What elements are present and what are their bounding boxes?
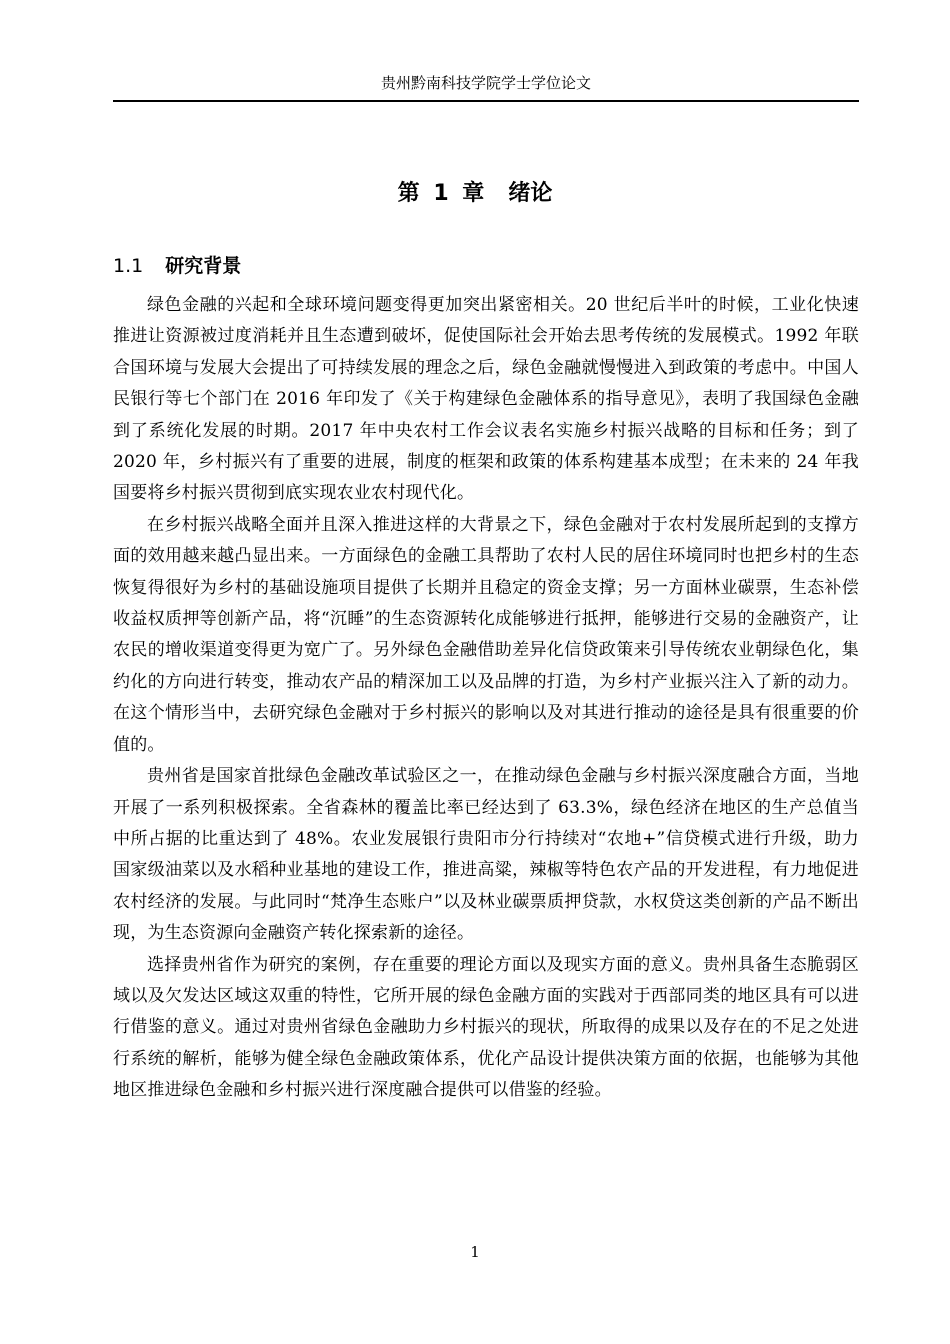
section-heading xyxy=(113,252,241,280)
section-title: 研究背景 xyxy=(165,255,242,277)
paragraph: 贵州省是国家首批绿色金融改革试验区之一，在推动绿色金融与乡村振兴深度融合方面，当地开展了一系列积极探索。全省森林的覆盖比率已经达到了 63.3%，绿色经济在地区的生产总值当中所占据的比重达到了 48%。农业发展银行贵阳市分行持续对“农地+”信贷模式进行升级，助力国家级油菜以及水稻种业基地的建设工作，推进高粱，辣椒等特色农产品的开发进程，有力地促进农村经济的发展。与此同时“梵净生态账户”以及林业碳票质押贷款，水权贷这类创新的产品不断出现，为生态资源向金融资产转化探索新的途径。 xyxy=(113,766,859,944)
running-header xyxy=(113,70,859,102)
chapter-name: 绪论 xyxy=(508,181,553,206)
paragraph: 选择贵州省作为研究的案例，存在重要的理论方面以及现实方面的意义。贵州具备生态脆弱区域以及欠发达区域这双重的特性，它所开展的绿色金融方面的实践对于西部同类的地区具有可以进行借鉴的意义。通过对贵州省绿色金融助力乡村振兴的现状，所取得的成果以及存在的不足之处进行系统的解析，能够为健全绿色金融政策体系，优化产品设计提供决策方面的依据，也能够为其他地区推进绿色金融和乡村振兴进行深度融合提供可以借鉴的经验。 xyxy=(113,954,859,1101)
page-number: 1 xyxy=(470,1243,480,1261)
paragraph: 在乡村振兴战略全面并且深入推进这样的大背景之下，绿色金融对于农村发展所起到的支撑方面的效用越来越凸显出来。一方面绿色的金融工具帮助了农村人民的居住环境同时也把乡村的生态恢复得很好为乡村的基础设施项目提供了长期并且稳定的资金支撑；另一方面林业碳票，生态补偿收益权质押等创新产品，将“沉睡”的生态资源转化成能够进行抵押，能够进行交易的金融资产，让农民的增收渠道变得更为宽广了。另外绿色金融借助差异化信贷政策来引导传统农业朝绿色化，集约化的方向进行转变，推动农产品的精深加工以及品牌的打造，为乡村产业振兴注入了新的动力。在这个情形当中，去研究绿色金融对于乡村振兴的影响以及对其进行推动的途径是具有很重要的价值的。 xyxy=(113,514,859,755)
body-text xyxy=(113,290,859,1107)
header-title: 贵州黔南科技学院学士学位论文 xyxy=(380,74,591,92)
chapter-title xyxy=(0,178,950,210)
section-number: 1.1 xyxy=(113,255,144,277)
paragraph: 绿色金融的兴起和全球环境问题变得更加突出紧密相关。20 世纪后半叶的时候，工业化快速推进让资源被过度消耗并且生态遭到破坏，促使国际社会开始去思考传统的发展模式。1992 年联合国环境与发展大会提出了可持续发展的理念之后，绿色金融就慢慢进入到政策的考虑中。中国人民银行等七个部门在 2016 年印发了《关于构建绿色金融体系的指导意见》，表明了我国绿色金融到了系统化发展的时期。2017 年中央农村工作会议表名实施乡村振兴战略的目标和任务；到了 2020 年，乡村振兴有了重要的进展，制度的框架和政策的体系构建基本成型；在未来的 24 年我国要将乡村振兴贯彻到底实现农业农村现代化。 xyxy=(113,295,859,504)
chapter-number: 第 1 章 xyxy=(397,181,485,206)
